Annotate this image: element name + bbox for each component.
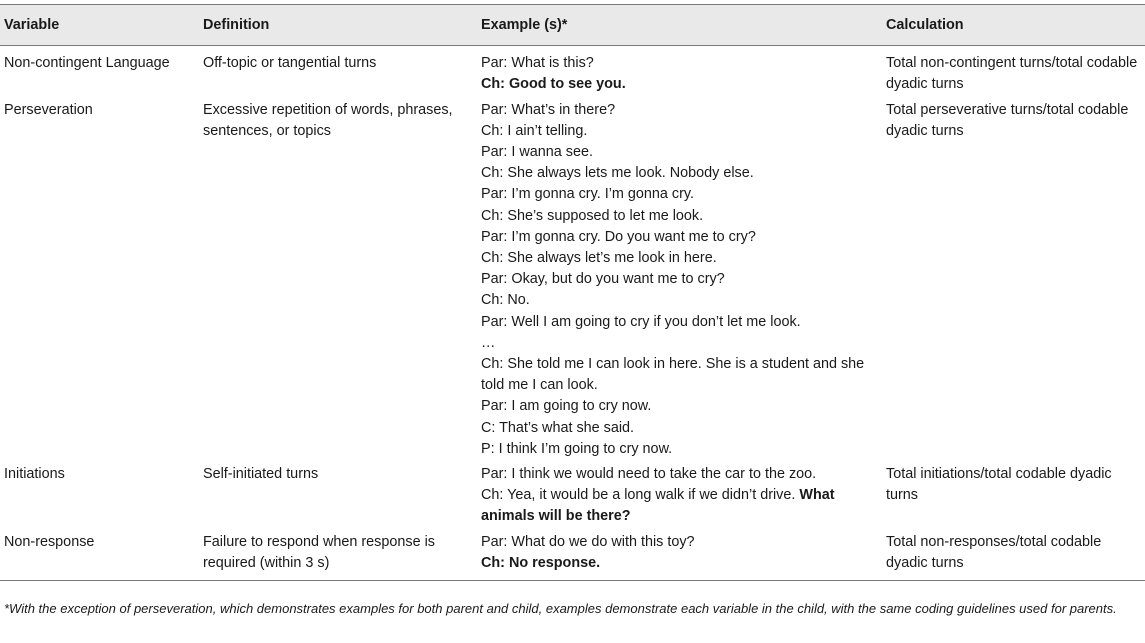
cell-variable: Non-contingent Language xyxy=(4,55,170,72)
example-line: Par: Okay, but do you want me to cry? xyxy=(481,271,725,288)
cell-variable: Initiations xyxy=(4,466,65,483)
cell-examples xyxy=(477,460,882,528)
cell-variable: Non-response xyxy=(4,533,95,550)
cell-definition: Off-topic or tangential turns xyxy=(203,55,377,72)
header-variable: Variable xyxy=(4,17,60,33)
example-text-bold: What animals will be there? xyxy=(481,487,835,525)
example-line: Ch: No. xyxy=(481,292,530,309)
cell-variable: Perseveration xyxy=(4,101,93,118)
example-line: Ch: Good to see you. xyxy=(481,76,626,93)
example-line: Par: I’m gonna cry. I’m gonna cry. xyxy=(481,186,695,203)
example-text: Ch: Yea, it would be a long walk if we didn’t drive. xyxy=(481,487,800,504)
cell-definition: Self-initiated turns xyxy=(203,466,319,483)
example-line: Ch: She told me I can look in here. She is a student and she told me I can look. xyxy=(481,356,865,394)
example-line: Par: What is this? xyxy=(481,55,594,72)
example-line: Ch: She’s supposed to let me look. xyxy=(481,207,704,224)
table-row xyxy=(0,460,1145,528)
example-line: C: That’s what she said. xyxy=(481,419,635,436)
header-definition: Definition xyxy=(203,17,270,33)
example-line: Par: I think we would need to take the car to the zoo. xyxy=(481,466,817,483)
example-line: Par: I wanna see. xyxy=(481,144,593,161)
table-body xyxy=(0,46,1145,581)
example-line: Ch: She always lets me look. Nobody else. xyxy=(481,165,754,182)
cell-examples xyxy=(477,46,882,96)
example-line: Ch: I ain’t telling. xyxy=(481,122,588,139)
table-row xyxy=(0,96,1145,460)
example-line: Par: What do we do with this toy? xyxy=(481,533,695,550)
cell-definition: Excessive repetition of words, phrases, sentences, or topics xyxy=(203,101,453,139)
table-row xyxy=(0,46,1145,96)
cell-examples xyxy=(477,528,882,581)
cell-definition: Failure to respond when response is required (within 3 s) xyxy=(203,533,435,571)
example-line: Ch: No response. xyxy=(481,554,601,571)
example-line: P: I think I’m going to cry now. xyxy=(481,440,673,457)
table-row xyxy=(0,528,1145,581)
coding-variables-table xyxy=(0,4,1145,581)
example-line: … xyxy=(481,334,496,351)
header-examples: Example (s)* xyxy=(481,17,568,33)
header-calculation: Calculation xyxy=(886,17,964,33)
cell-examples xyxy=(477,96,882,460)
example-line: Par: I’m gonna cry. Do you want me to cry? xyxy=(481,228,756,245)
cell-calculation: Total non-responses/total codable dyadic turns xyxy=(886,533,1102,571)
cell-calculation: Total non-contingent turns/total codable dyadic turns xyxy=(886,55,1138,93)
example-line: Par: What’s in there? xyxy=(481,101,616,118)
example-line: Par: Well I am going to cry if you don’t let me look. xyxy=(481,313,801,330)
example-line xyxy=(481,485,878,527)
cell-calculation: Total initiations/total codable dyadic turns xyxy=(886,466,1112,504)
example-line: Ch: She always let’s me look in here. xyxy=(481,250,717,267)
example-line: Par: I am going to cry now. xyxy=(481,398,652,415)
table-header xyxy=(0,5,1145,46)
cell-calculation: Total perseverative turns/total codable dyadic turns xyxy=(886,101,1129,139)
table-footnote: *With the exception of perseveration, which demonstrates examples for both parent and child, examples demonstrate each variable in the child, with the same coding guidelines used for parents. xyxy=(4,601,1117,616)
header-row xyxy=(0,5,1145,46)
